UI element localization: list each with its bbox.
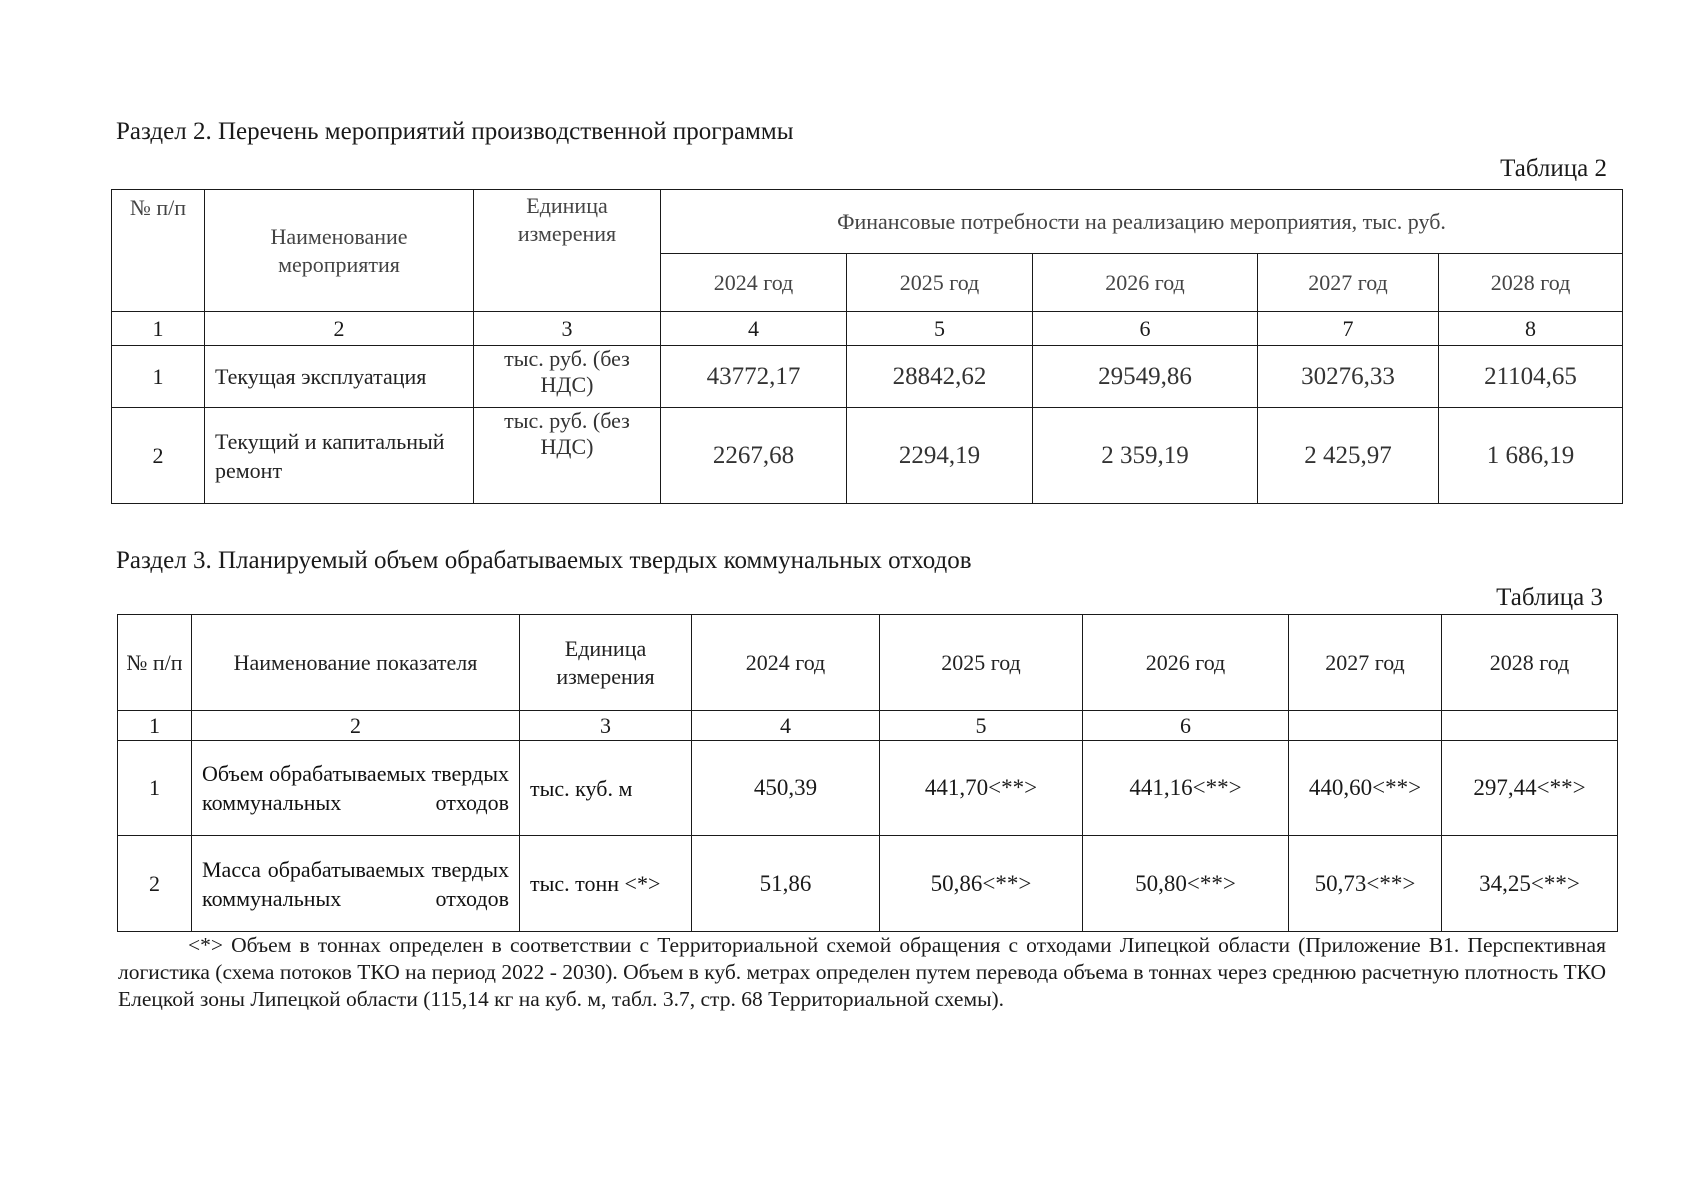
t2-row-value: 1 686,19 — [1439, 408, 1623, 504]
t3-row-value: 441,16<**> — [1083, 741, 1289, 836]
t3-header-unit: Единица измерения — [520, 615, 692, 711]
table-row — [112, 346, 1623, 408]
t3-header-year: 2028 год — [1442, 615, 1618, 711]
t2-index-cell: 3 — [474, 312, 661, 346]
t3-header-year: 2026 год — [1083, 615, 1289, 711]
t3-header-num: № п/п — [118, 615, 192, 711]
t2-row-value: 29549,86 — [1033, 346, 1258, 408]
t3-header-year: 2025 год — [880, 615, 1083, 711]
t2-header-year: 2024 год — [661, 254, 847, 312]
t3-row-unit: тыс. куб. м — [520, 741, 692, 836]
t2-row-unit: тыс. руб. (без НДС) — [474, 346, 661, 408]
t3-row-value: 440,60<**> — [1289, 741, 1442, 836]
t2-row-value: 2267,68 — [661, 408, 847, 504]
t3-row-value: 34,25<**> — [1442, 836, 1618, 932]
t2-row-num: 1 — [112, 346, 205, 408]
t2-row-name: Текущая эксплуатация — [205, 346, 474, 408]
section-3-heading: Раздел 3. Планируемый объем обрабатываемых твердых коммунальных отходов — [116, 547, 972, 574]
section-2-heading: Раздел 2. Перечень мероприятий производственной программы — [116, 118, 794, 145]
table-2-label: Таблица 2 — [1500, 155, 1607, 182]
t2-header-num: № п/п — [112, 190, 205, 312]
t3-index-cell: 2 — [192, 711, 520, 741]
t2-header-name: Наименование мероприятия — [205, 190, 474, 312]
t3-row-unit: тыс. тонн <*> — [520, 836, 692, 932]
table-row — [118, 741, 1618, 836]
t3-row-value: 441,70<**> — [880, 741, 1083, 836]
t2-index-cell: 4 — [661, 312, 847, 346]
t3-header-name: Наименование показателя — [192, 615, 520, 711]
t2-header-year: 2026 год — [1033, 254, 1258, 312]
table-row — [118, 836, 1618, 932]
t2-header-year: 2028 год — [1439, 254, 1623, 312]
footnote — [118, 932, 1606, 1013]
t3-row-num: 1 — [118, 741, 192, 836]
t2-row-name: Текущий и капитальный ремонт — [205, 408, 474, 504]
t2-row-value: 30276,33 — [1258, 346, 1439, 408]
t2-row-value: 2 359,19 — [1033, 408, 1258, 504]
table-row — [112, 408, 1623, 504]
t3-row-value: 297,44<**> — [1442, 741, 1618, 836]
t3-index-cell: 1 — [118, 711, 192, 741]
t3-header-year: 2027 год — [1289, 615, 1442, 711]
t3-index-cell: 5 — [880, 711, 1083, 741]
t3-index-cell: 3 — [520, 711, 692, 741]
t2-header-year: 2025 год — [847, 254, 1033, 312]
t2-index-cell: 5 — [847, 312, 1033, 346]
t2-header-year: 2027 год — [1258, 254, 1439, 312]
t2-header-finance: Финансовые потребности на реализацию мероприятия, тыс. руб. — [661, 190, 1623, 254]
t2-index-cell: 8 — [1439, 312, 1623, 346]
t2-row-value: 21104,65 — [1439, 346, 1623, 408]
t2-row-unit: тыс. руб. (без НДС) — [474, 408, 661, 504]
t3-row-name: Объем обрабатываемых твердых коммунальных отходов — [192, 741, 520, 836]
t2-header-unit: Единица измерения — [474, 190, 661, 312]
t3-row-value: 51,86 — [692, 836, 880, 932]
t3-index-cell: 6 — [1083, 711, 1289, 741]
table-3 — [117, 614, 1618, 932]
table-3-label: Таблица 3 — [1496, 584, 1603, 611]
t3-index-cell: 4 — [692, 711, 880, 741]
t3-header-year: 2024 год — [692, 615, 880, 711]
t3-row-num: 2 — [118, 836, 192, 932]
t2-index-cell: 7 — [1258, 312, 1439, 346]
t2-index-cell: 2 — [205, 312, 474, 346]
t3-index-cell — [1289, 711, 1442, 741]
footnote-text: <*> Объем в тоннах определен в соответствии с Территориальной схемой обращения с отходами Липецкой области (Приложение В1. Перспективная логистика (схема потоков ТКО на период 2022 - 2030). Объем в куб. метрах определен путем перевода объема в тоннах через среднюю расчетную плотность ТКО Елецкой зоны Липецкой области (115,14 кг на куб. м, табл. 3.7, стр. 68 Территориальной схемы). — [118, 933, 1607, 1011]
t2-row-value: 2294,19 — [847, 408, 1033, 504]
t3-row-value: 50,73<**> — [1289, 836, 1442, 932]
table-2 — [111, 189, 1623, 504]
t2-index-cell: 1 — [112, 312, 205, 346]
t3-row-value: 50,86<**> — [880, 836, 1083, 932]
t3-row-name: Масса обрабатываемых твердых коммунальных отходов — [192, 836, 520, 932]
t2-row-value: 2 425,97 — [1258, 408, 1439, 504]
t3-row-value: 50,80<**> — [1083, 836, 1289, 932]
t2-row-value: 43772,17 — [661, 346, 847, 408]
t2-row-value: 28842,62 — [847, 346, 1033, 408]
t3-index-cell — [1442, 711, 1618, 741]
t3-row-value: 450,39 — [692, 741, 880, 836]
t2-row-num: 2 — [112, 408, 205, 504]
t2-index-cell: 6 — [1033, 312, 1258, 346]
